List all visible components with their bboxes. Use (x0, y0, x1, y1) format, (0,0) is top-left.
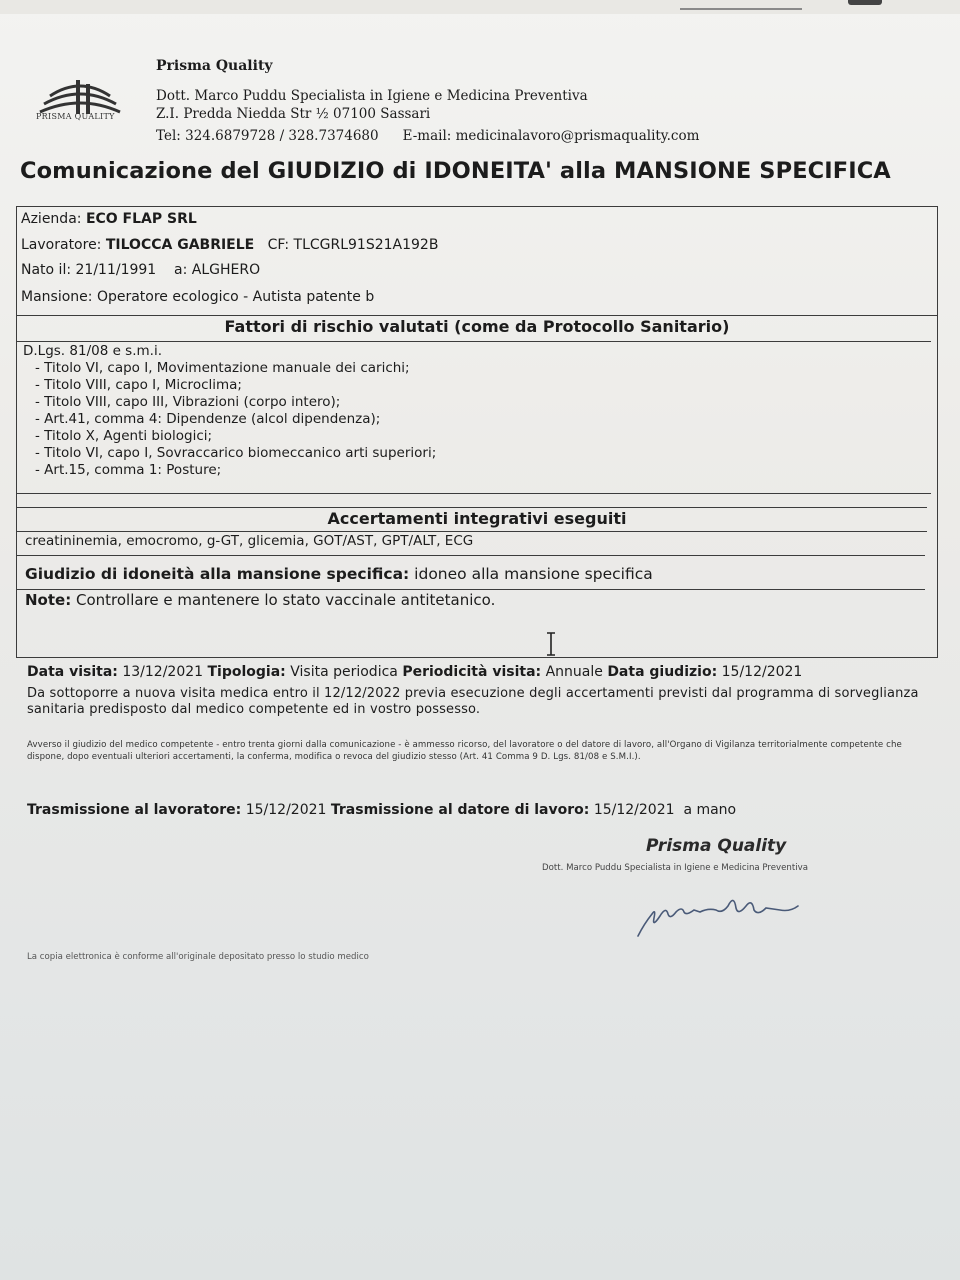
divider (17, 493, 931, 494)
data-visita-label: Data visita: (27, 664, 118, 680)
data-visita-value: 13/12/2021 (122, 664, 204, 680)
signature-org: Prisma Quality (646, 836, 787, 856)
risk-heading: Fattori di rischio valutati (come da Protocollo Sanitario) (224, 317, 730, 336)
note-row (25, 591, 937, 609)
window-control[interactable] (848, 0, 882, 5)
azienda-row (21, 211, 937, 227)
address: Z.I. Predda Niedda Str ½ 07100 Sassari (156, 106, 431, 122)
divider (17, 589, 925, 590)
phone: Tel: 324.6879728 / 328.7374680 (156, 128, 379, 144)
toolbar-line (680, 8, 802, 10)
transmission-mode: a mano (683, 802, 737, 818)
next-visit-paragraph: Da sottoporre a nuova visita medica entro il 12/12/2022 previa esecuzione degli accertamenti previsti dal programma di sorveglianza sanitaria predisposto dal medico competente ed in vostro possesso. (27, 686, 919, 717)
transmission-info (27, 802, 736, 818)
giudizio-label: Giudizio di idoneità alla mansione specifica: (25, 565, 410, 583)
visit-info (27, 664, 802, 680)
azienda-label: Azienda: (21, 211, 82, 227)
luogo-label: a: (174, 262, 188, 278)
divider (17, 315, 937, 316)
handwritten-signature (630, 884, 810, 944)
list-item: - Art.41, comma 4: Dipendenze (alcol dipendenza); (35, 411, 381, 427)
mansione-label: Mansione: (21, 289, 93, 305)
cf-value: TLCGRL91S21A192B (293, 237, 439, 253)
contacts (156, 128, 699, 144)
tipologia-value: Visita periodica (290, 664, 398, 680)
logo-text: PRISMA QUALITY (36, 112, 115, 121)
giudizio-value: idoneo alla mansione specifica (414, 565, 653, 583)
luogo-value: ALGHERO (191, 262, 261, 278)
mansione-row (21, 289, 937, 305)
list-item: - Titolo VIII, capo I, Microclima; (35, 377, 242, 393)
nato-row (21, 262, 937, 278)
nato-label: Nato il: (21, 262, 72, 278)
cf-label: CF: (267, 237, 290, 253)
data-giudizio-label: Data giudizio: (607, 664, 718, 680)
lavoratore-label: Lavoratore: (21, 237, 102, 253)
lavoratore-row (21, 237, 937, 253)
email: E-mail: medicinalavoro@prismaquality.com (402, 128, 700, 144)
divider (17, 507, 927, 508)
list-item: - Titolo VI, capo I, Sovraccarico biomeccanico arti superiori; (35, 445, 437, 461)
periodicita-label: Periodicità visita: (402, 664, 542, 680)
trasmissione-lavoratore-label: Trasmissione al lavoratore: (27, 802, 242, 818)
exams-heading: Accertamenti integrativi eseguiti (327, 509, 627, 528)
trasmissione-lavoratore-value: 15/12/2021 (245, 802, 327, 818)
azienda-value: ECO FLAP SRL (85, 211, 197, 227)
list-item: - Titolo VIII, capo III, Vibrazioni (corpo intero); (35, 394, 341, 410)
doctor-name: Dott. Marco Puddu Specialista in Igiene e Medicina Preventiva (156, 88, 588, 104)
list-item: - Art.15, comma 1: Posture; (35, 462, 222, 478)
footer-note: La copia elettronica è conforme all'originale depositato presso lo studio medico (27, 952, 369, 962)
letterhead (30, 56, 930, 156)
judgement-form (16, 206, 938, 658)
nato-value: 21/11/1991 (75, 262, 157, 278)
signature-doctor: Dott. Marco Puddu Specialista in Igiene e Medicina Preventiva (542, 863, 808, 873)
list-item: - Titolo X, Agenti biologici; (35, 428, 213, 444)
risk-list (23, 343, 436, 479)
note-value: Controllare e mantenere lo stato vaccinale antitetanico. (75, 591, 496, 609)
risk-intro: D.Lgs. 81/08 e s.m.i. (23, 343, 162, 359)
giudizio-row (25, 565, 937, 583)
trasmissione-datore-label: Trasmissione al datore di lavoro: (330, 802, 590, 818)
divider (17, 555, 925, 556)
mansione-value: Operatore ecologico - Autista patente b (96, 289, 375, 305)
list-item: - Titolo VI, capo I, Movimentazione manuale dei carichi; (35, 360, 410, 376)
legal-notice: Avverso il giudizio del medico competente - entro trenta giorni dalla comunicazione - è ammesso ricorso, del lavoratore o del datore di lavoro, all'Organo di Vigilanza territorialmente competente che dispone, dopo eventuali ulteriori accertamenti, la conferma, modifica o revoca del giudizio stesso (Art. 41 Comma 9 D. Lgs. 81/08 e S.M.I.). (27, 740, 902, 762)
note-label: Note: (25, 591, 72, 609)
org-name: Prisma Quality (156, 58, 273, 74)
text-cursor-icon (545, 632, 557, 656)
trasmissione-datore-value: 15/12/2021 (593, 802, 675, 818)
exams-list: creatininemia, emocromo, g-GT, glicemia, GOT/AST, GPT/ALT, ECG (25, 533, 474, 549)
data-giudizio-value: 15/12/2021 (721, 664, 803, 680)
document-title: Comunicazione del GIUDIZIO di IDONEITA' alla MANSIONE SPECIFICA (20, 158, 891, 184)
lavoratore-value: TILOCCA GABRIELE (105, 237, 255, 253)
tipologia-label: Tipologia: (207, 664, 286, 680)
screen-top-bar (0, 0, 960, 14)
divider (17, 531, 927, 532)
periodicita-value: Annuale (545, 664, 603, 680)
divider (17, 341, 931, 342)
